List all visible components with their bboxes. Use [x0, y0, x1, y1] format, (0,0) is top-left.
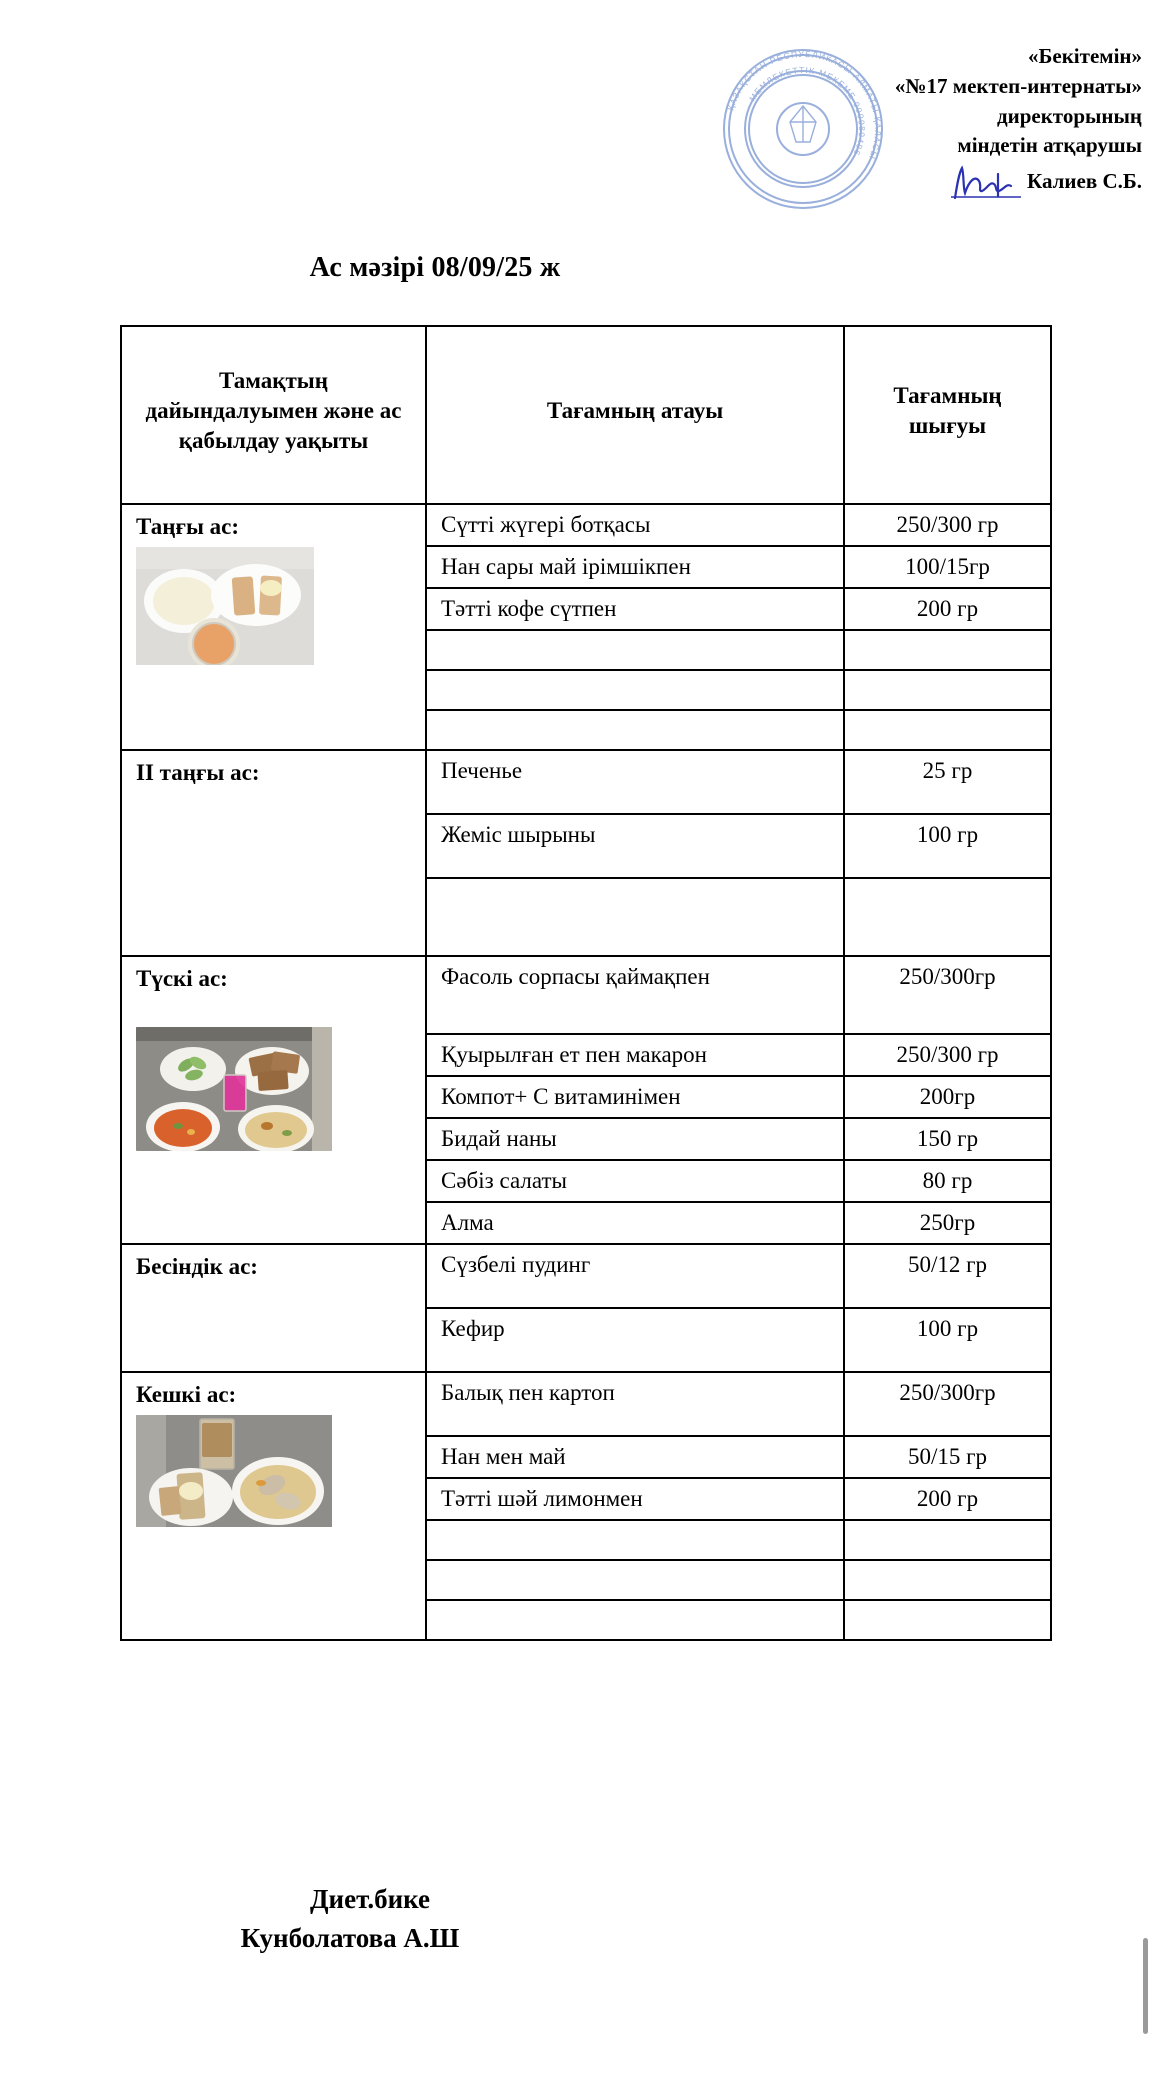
dish-name: Бидай наны — [426, 1118, 844, 1160]
meal-cell-second-breakfast — [121, 750, 426, 956]
dish-name: Сүтті жүгері ботқасы — [426, 504, 844, 546]
signer-name: Калиев С.Б. — [1027, 169, 1142, 194]
approval-line-1: «Бекітемін» — [1027, 44, 1142, 68]
dish-output: 200гр — [844, 1076, 1051, 1118]
dish-output — [844, 710, 1051, 750]
dish-name — [426, 1560, 844, 1600]
dish-output — [844, 1520, 1051, 1560]
dish-output — [844, 1560, 1051, 1600]
dish-name — [426, 878, 844, 956]
dish-output — [844, 670, 1051, 710]
dish-name: Компот+ С витаминімен — [426, 1076, 844, 1118]
dish-name: Кефир — [426, 1308, 844, 1372]
meal-cell-breakfast — [121, 504, 426, 750]
menu-table-body — [121, 326, 1051, 1640]
dish-name: Жеміс шырыны — [426, 814, 844, 878]
meal-label: Түскі ас: — [136, 966, 228, 991]
lunch-photo — [136, 1027, 425, 1151]
dish-name — [426, 710, 844, 750]
dish-output: 200 гр — [844, 1478, 1051, 1520]
approval-line-4: міндетін атқарушы — [957, 133, 1142, 158]
dish-output: 100 гр — [844, 1308, 1051, 1372]
table-row — [121, 1244, 1051, 1308]
meal-label: Бесіндік ас: — [136, 1254, 258, 1279]
footer-role: Диет.бике — [309, 1884, 431, 1914]
dish-name — [426, 1520, 844, 1560]
dish-output — [844, 630, 1051, 670]
dish-output — [844, 1600, 1051, 1640]
dinner-photo — [136, 1415, 425, 1527]
dish-output: 250/300 гр — [844, 1034, 1051, 1076]
table-row — [121, 750, 1051, 814]
handwritten-signature-icon — [949, 163, 1023, 197]
signer-row — [672, 163, 1142, 197]
dish-output: 50/12 гр — [844, 1244, 1051, 1308]
table-row — [121, 504, 1051, 546]
dish-name: Фасоль сорпасы қаймақпен — [426, 956, 844, 1034]
approval-line-2: «№17 мектеп-интернаты» — [894, 73, 1142, 98]
breakfast-photo — [136, 547, 425, 665]
table-header-row — [121, 326, 1051, 504]
dish-name: Нан сары май ірімшікпен — [426, 546, 844, 588]
meal-cell-dinner — [121, 1372, 426, 1640]
dish-output: 100 гр — [844, 814, 1051, 878]
dish-output: 250/300 гр — [844, 504, 1051, 546]
page-title: Ас мәзірі 08/09/25 ж — [309, 252, 561, 283]
dish-output: 250/300гр — [844, 1372, 1051, 1436]
dish-name: Алма — [426, 1202, 844, 1244]
dish-output: 200 гр — [844, 588, 1051, 630]
dish-output: 150 гр — [844, 1118, 1051, 1160]
approval-line-3: директорының — [996, 103, 1142, 128]
dish-output: 100/15гр — [844, 546, 1051, 588]
dish-output — [844, 878, 1051, 956]
dish-name: Сәбіз салаты — [426, 1160, 844, 1202]
scrollbar-thumb[interactable] — [1143, 1938, 1148, 2034]
dish-output: 80 гр — [844, 1160, 1051, 1202]
dish-name: Нан мен май — [426, 1436, 844, 1478]
dish-output: 250гр — [844, 1202, 1051, 1244]
footer-name: Кунболатова А.Ш — [240, 1923, 460, 1954]
column-header-dish: Тағамның атауы — [426, 326, 844, 504]
svg-text:МЕМЛЕКЕТТІК МЕКЕМЕ 000080496: МЕМЛЕКЕТТІК МЕКЕМЕ 000080496 — [747, 64, 868, 158]
table-row — [121, 1372, 1051, 1436]
dish-name — [426, 630, 844, 670]
dish-name: Балық пен картоп — [426, 1372, 844, 1436]
dish-name — [426, 1600, 844, 1640]
dish-name: Печенье — [426, 750, 844, 814]
dish-output: 50/15 гр — [844, 1436, 1051, 1478]
meal-label: Таңғы ас: — [136, 514, 240, 539]
dish-output: 25 гр — [844, 750, 1051, 814]
dish-name — [426, 670, 844, 710]
dish-name: Сүзбелі пудинг — [426, 1244, 844, 1308]
dish-name: Тәтті кофе сүтпен — [426, 588, 844, 630]
meal-cell-afternoon-snack — [121, 1244, 426, 1372]
table-row — [121, 956, 1051, 1034]
menu-table — [120, 325, 1052, 1641]
meal-label: Кешкі ас: — [136, 1382, 237, 1407]
svg-text:ҚАЗАҚСТАН РЕСПУБЛИКАСЫ АЛМАТЫ: ҚАЗАҚСТАН РЕСПУБЛИКАСЫ АЛМАТЫ ҚАЛАСЫ — [725, 48, 884, 162]
approval-block — [672, 42, 1142, 197]
dish-name: Қуырылған ет пен макарон — [426, 1034, 844, 1076]
footer-signature-block — [0, 1880, 700, 1958]
dish-name: Тәтті шәй лимонмен — [426, 1478, 844, 1520]
meal-cell-lunch — [121, 956, 426, 1244]
column-header-time: Тамақтың дайындалуымен және ас қабылдау уақыты — [121, 326, 426, 504]
meal-label: II таңғы ас: — [136, 760, 260, 785]
column-header-output: Тағамның шығуы — [844, 326, 1051, 504]
dish-output: 250/300гр — [844, 956, 1051, 1034]
